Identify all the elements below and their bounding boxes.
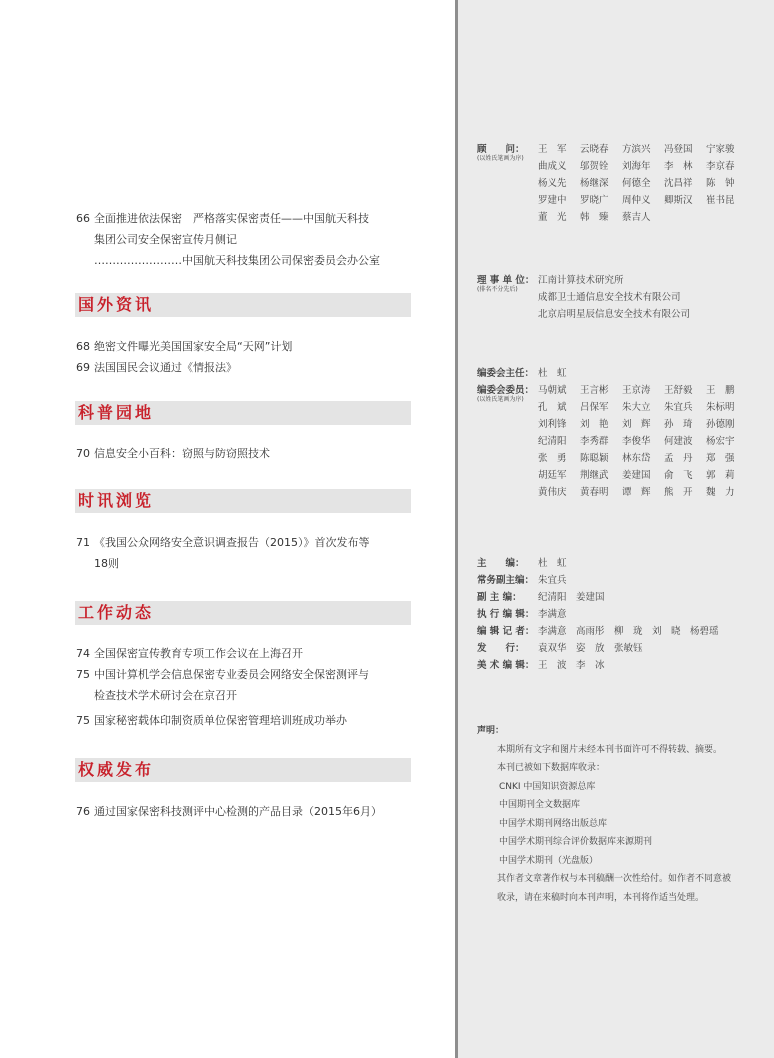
advisor-name: 王 军 (538, 144, 567, 155)
committee-note: (以姓氏笔画为序) (477, 396, 524, 403)
declaration-text: 其作者文章著作权与本刊稿酬一次性给付。如作者不同意被收录，请在来稿时向本刊声明，本刊将作适当处理。 (497, 874, 732, 903)
article-title-cont: 检查技术学术研讨会在京召开 (94, 689, 237, 702)
article-title: 《我国公众网络安全意识调查报告（2015）》首次发布等 (94, 536, 370, 549)
committee-name: 吕保军 (580, 402, 609, 413)
advisor-name: 陈 钟 (706, 178, 735, 189)
committee-name: 姜建国 (622, 470, 651, 481)
page-number: 71 (76, 536, 90, 549)
committee-name: 李秀群 (580, 436, 609, 447)
advisor-name: 沈昌祥 (664, 178, 693, 189)
committee-name: 林东岱 (622, 453, 651, 464)
page-number: 69 (76, 361, 90, 374)
section-title: 国外资讯 (78, 295, 155, 314)
advisor-name: 李 林 (664, 161, 693, 172)
advisors-names (538, 141, 748, 226)
section-title: 科普园地 (78, 403, 155, 422)
database-item: 中国学术期刊网络出版总库 (499, 818, 608, 829)
toc-item-74[interactable] (76, 643, 421, 664)
staff-value: 李满意 (538, 609, 567, 620)
database-item: 中国学术期刊综合评价数据库来源期刊 (499, 837, 653, 847)
declaration-text: 本期所有文字和图片未经本刊书面许可不得转载、摘要。 (497, 744, 723, 755)
committee-name: 魏 力 (706, 487, 735, 498)
committee-name: 孙德刚 (706, 419, 735, 430)
staff-value: 李满意 高雨彤 柳 珑 刘 晓 杨碧瑶 (538, 626, 719, 637)
section-header-authoritative (75, 758, 411, 782)
copyright-declaration (477, 722, 739, 907)
advisor-name: 李京春 (706, 161, 735, 172)
committee-name: 熊 开 (664, 487, 693, 498)
staff-label: 美 术 编 辑： (477, 660, 535, 671)
committee-name: 黄伟庆 (538, 487, 567, 498)
advisor-name: 冯登国 (664, 144, 693, 155)
page-number: 76 (76, 805, 90, 818)
committee-name: 胡廷军 (538, 470, 567, 481)
committee-name: 刘利锋 (538, 419, 567, 430)
staff-label: 常务副主编： (477, 575, 535, 586)
article-title: 通过国家保密科技测评中心检测的产品目录（2015年6月） (94, 805, 382, 818)
council-label: 理 事 单 位： (477, 275, 535, 286)
staff-value: 王 波 李 冰 (538, 660, 605, 671)
committee-name: 马朝斌 (538, 385, 567, 396)
advisor-name: 杨继深 (580, 178, 609, 189)
article-author: ……………………中国航天科技集团公司保密委员会办公室 (94, 254, 380, 267)
committee-name: 郭 莉 (706, 470, 735, 481)
declaration-text: 本刊已被如下数据库收录： (497, 763, 606, 773)
council-note: (排名不分先后) (477, 286, 518, 293)
committee-name: 何建波 (664, 436, 693, 447)
committee-label: 编委会委员： (477, 385, 535, 396)
toc-item-76[interactable] (76, 801, 421, 822)
database-item: 中国学术期刊（光盘版） (499, 855, 599, 866)
staff-value: 袁双华 姿 放 张敏钰 (538, 643, 643, 654)
article-title-cont: 18则 (94, 557, 119, 570)
editorial-board-block (477, 365, 748, 501)
staff-value: 朱宜兵 (538, 575, 567, 586)
toc-item-71[interactable] (76, 532, 421, 574)
advisor-name: 杨义先 (538, 178, 567, 189)
page-number: 66 (76, 212, 90, 225)
committee-name: 张 勇 (538, 453, 567, 464)
section-header-science (75, 401, 411, 425)
declaration-heading: 声明： (477, 726, 505, 736)
committee-name: 荆继武 (580, 470, 609, 481)
article-title: 国家秘密载体印制资质单位保密管理培训班成功举办 (94, 714, 347, 727)
committee-name: 李俊华 (622, 436, 651, 447)
toc-item-66[interactable] (76, 208, 421, 271)
staff-block (477, 555, 719, 674)
advisor-name: 韩 臻 (580, 212, 609, 223)
staff-label: 发 行： (477, 643, 525, 654)
page-number: 68 (76, 340, 90, 353)
page-number: 75 (76, 668, 90, 681)
database-item: CNKI 中国知识资源总库 (499, 781, 596, 792)
toc-item-75a[interactable] (76, 664, 421, 706)
advisors-note: (以姓氏笔画为序) (477, 155, 524, 162)
article-title-cont: 集团公司安全保密宣传月侧记 (94, 233, 237, 246)
advisor-name: 宁家骏 (706, 144, 735, 155)
toc-item-69[interactable] (76, 357, 421, 378)
committee-names (538, 382, 748, 501)
advisors-label: 顾 问： (477, 144, 525, 155)
advisor-name: 邬贺铨 (580, 161, 609, 172)
page-number: 70 (76, 447, 90, 460)
committee-name: 杨宏宇 (706, 436, 735, 447)
advisor-name: 罗建中 (538, 195, 567, 206)
article-title: 法国国民会议通过《情报法》 (94, 361, 237, 374)
committee-name: 谭 辉 (622, 487, 651, 498)
section-header-foreign-news (75, 293, 411, 317)
council-unit: 成都卫士通信息安全技术有限公司 (538, 292, 681, 303)
advisor-name: 何德全 (622, 178, 651, 189)
committee-name: 郑 强 (706, 453, 735, 464)
committee-name: 刘 艳 (580, 419, 609, 430)
committee-name: 纪清阳 (538, 436, 567, 447)
council-block (477, 272, 690, 323)
article-title: 全国保密宣传教育专项工作会议在上海召开 (94, 647, 303, 660)
committee-name: 黄春明 (580, 487, 609, 498)
article-title: 绝密文件曝光美国国家安全局“天网”计划 (94, 340, 293, 353)
committee-name: 刘 辉 (622, 419, 651, 430)
staff-value: 纪清阳 姜建国 (538, 592, 605, 603)
advisor-name: 蔡吉人 (622, 212, 651, 223)
section-title: 工作动态 (78, 603, 155, 622)
committee-name: 孟 丹 (664, 453, 693, 464)
toc-item-68[interactable] (76, 336, 421, 357)
committee-name: 陈聪颖 (580, 453, 609, 464)
page-number: 74 (76, 647, 90, 660)
section-title: 权威发布 (78, 760, 155, 779)
council-unit: 江南计算技术研究所 (538, 275, 624, 286)
toc-item-70[interactable] (76, 443, 421, 464)
director-label: 编委会主任： (477, 368, 535, 379)
article-title: 信息安全小百科：窃照与防窃照技术 (94, 447, 270, 460)
committee-name: 王舒毅 (664, 385, 693, 396)
committee-name: 王言彬 (580, 385, 609, 396)
toc-item-75b[interactable] (76, 710, 421, 731)
advisor-name: 云晓春 (580, 144, 609, 155)
committee-name: 朱大立 (622, 402, 651, 413)
director-name: 杜 虹 (538, 368, 567, 379)
article-title: 全面推进依法保密 严格落实保密责任——中国航天科技 (94, 212, 369, 225)
article-title: 中国计算机学会信息保密专业委员会网络安全保密测评与 (94, 668, 369, 681)
committee-name: 孙 琦 (664, 419, 693, 430)
advisor-name: 崔书昆 (706, 195, 735, 206)
advisor-name: 罗晓广 (580, 195, 609, 206)
committee-name: 朱宜兵 (664, 402, 693, 413)
committee-name: 俞 飞 (664, 470, 693, 481)
advisor-name: 董 光 (538, 212, 567, 223)
council-unit: 北京启明星辰信息安全技术有限公司 (538, 309, 691, 320)
staff-label: 编 辑 记 者： (477, 626, 535, 637)
advisor-name: 卿斯汉 (664, 195, 693, 206)
committee-name: 朱标明 (706, 402, 735, 413)
page-number: 75 (76, 714, 90, 727)
committee-name: 王 鹏 (706, 385, 735, 396)
committee-name: 王京涛 (622, 385, 651, 396)
staff-label: 主 编： (477, 558, 525, 569)
advisors-block (477, 141, 748, 226)
staff-label: 执 行 编 辑： (477, 609, 535, 620)
database-item: 中国期刊全文数据库 (499, 800, 581, 810)
staff-value: 杜 虹 (538, 558, 567, 569)
staff-label: 副 主 编： (477, 592, 522, 603)
advisor-name: 方滨兴 (622, 144, 651, 155)
advisor-name: 周仲义 (622, 195, 651, 206)
advisor-name: 曲成义 (538, 161, 567, 172)
section-header-news-digest (75, 489, 411, 513)
committee-name: 孔 斌 (538, 402, 567, 413)
section-header-work-news (75, 601, 411, 625)
section-title: 时讯浏览 (78, 491, 155, 510)
advisor-name: 刘海年 (622, 161, 651, 172)
